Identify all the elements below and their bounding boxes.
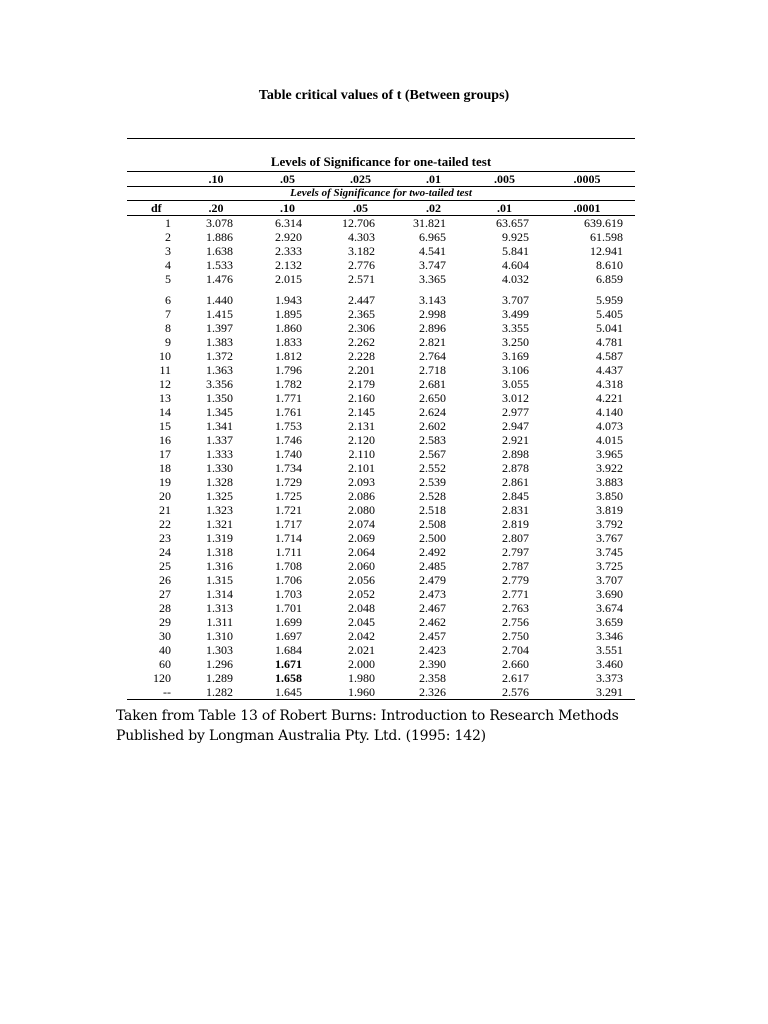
critical-value-cell: 1.721 <box>275 503 302 517</box>
critical-value-cell: 1.980 <box>348 671 375 685</box>
critical-value-cell: 3.250 <box>502 335 529 349</box>
critical-value-cell: 2.576 <box>470 685 539 700</box>
critical-value-cell: 1.372 <box>206 349 233 363</box>
df-value: 13 <box>159 391 171 405</box>
one-tailed-level: .005 <box>470 172 539 187</box>
df-value: 10 <box>159 349 171 363</box>
df-value: 21 <box>159 503 171 517</box>
df-value: 60 <box>159 657 171 671</box>
critical-value-cell: 4.587 <box>596 349 623 363</box>
critical-value-cell: 3.499 <box>502 307 529 321</box>
critical-value-cell: 1.895 <box>275 307 302 321</box>
one-tailed-level: .10 <box>181 172 251 187</box>
critical-value-cell: 1.303 <box>206 643 233 657</box>
critical-value-cell: 5.841 <box>502 244 529 258</box>
critical-value-cell: 2.787 <box>502 559 529 573</box>
critical-value-cell: 2.000 <box>348 657 375 671</box>
critical-value-cell: 2.228 <box>348 349 375 363</box>
t-table-container <box>127 138 635 700</box>
critical-value-cell: 2.390 <box>419 657 446 671</box>
critical-value-cell: 4.318 <box>596 377 623 391</box>
critical-value-cell: 1.310 <box>206 629 233 643</box>
critical-value-cell: 2.861 <box>502 475 529 489</box>
critical-value-cell: 1.341 <box>206 419 233 433</box>
two-tailed-title-row <box>127 187 635 201</box>
table-row <box>127 545 635 559</box>
critical-value-cell: 2.473 <box>419 587 446 601</box>
critical-value-cell: 2.423 <box>419 643 446 657</box>
df-value: 28 <box>159 601 171 615</box>
critical-values-table <box>127 171 635 700</box>
critical-value-cell: 2.921 <box>502 433 529 447</box>
critical-value-cell: 2.977 <box>502 405 529 419</box>
critical-value-cell: 1.701 <box>275 601 302 615</box>
critical-value-cell: 3.373 <box>596 671 623 685</box>
table-row <box>127 363 635 377</box>
critical-value-cell: 1.328 <box>206 475 233 489</box>
critical-value-cell: 2.485 <box>419 559 446 573</box>
critical-value-cell: 6.859 <box>596 272 623 286</box>
critical-value-cell: 2.479 <box>419 573 446 587</box>
table-row <box>127 643 635 657</box>
critical-value-cell: 3.883 <box>596 475 623 489</box>
critical-value-cell: 3.745 <box>596 545 623 559</box>
critical-value-cell: 2.567 <box>419 447 446 461</box>
table-row <box>127 573 635 587</box>
critical-value-cell: 2.326 <box>397 685 470 700</box>
df-value: 20 <box>159 489 171 503</box>
top-rule <box>127 138 635 139</box>
critical-value-cell: 1.833 <box>275 335 302 349</box>
critical-value-cell: 4.140 <box>596 405 623 419</box>
critical-value-cell: 1.717 <box>275 517 302 531</box>
critical-value-cell: 1.325 <box>206 489 233 503</box>
critical-value-cell: 3.922 <box>596 461 623 475</box>
critical-value-cell: 2.750 <box>502 629 529 643</box>
critical-value-cell: 1.318 <box>206 545 233 559</box>
critical-value-cell: 1.697 <box>275 629 302 643</box>
critical-value-cell: 4.221 <box>596 391 623 405</box>
one-tailed-level: .05 <box>251 172 324 187</box>
critical-value-cell: 2.048 <box>348 601 375 615</box>
one-tailed-header-row <box>127 172 635 187</box>
critical-value-cell: 1.415 <box>206 307 233 321</box>
critical-value-cell: 1.383 <box>206 335 233 349</box>
table-row <box>127 517 635 531</box>
critical-value-cell: 2.704 <box>502 643 529 657</box>
critical-value-cell: 2.571 <box>348 272 375 286</box>
table-row <box>127 244 635 258</box>
critical-value-cell: 1.699 <box>275 615 302 629</box>
critical-value-cell: 2.080 <box>348 503 375 517</box>
critical-value-cell: 1.296 <box>206 657 233 671</box>
df-value: 40 <box>159 643 171 657</box>
critical-value-cell: 1.740 <box>275 447 302 461</box>
critical-value-cell: 2.681 <box>419 377 446 391</box>
critical-value-cell: 2.042 <box>348 629 375 643</box>
critical-value-cell: 2.756 <box>502 615 529 629</box>
critical-value-cell: 2.539 <box>419 475 446 489</box>
table-row <box>127 258 635 272</box>
critical-value-cell: 8.610 <box>596 258 623 272</box>
critical-value-cell: 2.467 <box>419 601 446 615</box>
critical-value-cell: 2.920 <box>275 230 302 244</box>
table-row <box>127 475 635 489</box>
critical-value-cell: 4.541 <box>419 244 446 258</box>
df-value: 9 <box>165 335 171 349</box>
critical-value-cell: 1.645 <box>251 685 324 700</box>
critical-value-cell: 2.845 <box>502 489 529 503</box>
critical-value-cell: 2.617 <box>502 671 529 685</box>
critical-value-cell: 2.160 <box>348 391 375 405</box>
critical-value-cell: 2.998 <box>419 307 446 321</box>
critical-value-cell: 1.315 <box>206 573 233 587</box>
df-value: 15 <box>159 419 171 433</box>
two-tailed-level: .20 <box>181 201 251 216</box>
critical-value-cell: 2.528 <box>419 489 446 503</box>
critical-value-cell: 3.725 <box>596 559 623 573</box>
table-row <box>127 601 635 615</box>
critical-value-cell: 3.659 <box>596 615 623 629</box>
critical-value-cell: 1.753 <box>275 419 302 433</box>
source-note: Taken from Table 13 of Robert Burns: Introduction to Research Methods Published by Longman Australia Pty. Ltd. (1995: 142) <box>116 708 619 744</box>
critical-value-cell: 1.729 <box>275 475 302 489</box>
critical-value-cell: 2.776 <box>348 258 375 272</box>
critical-value-cell: 2.518 <box>419 503 446 517</box>
critical-value-cell: 2.131 <box>348 419 375 433</box>
critical-value-cell: 3.106 <box>502 363 529 377</box>
critical-value-cell: 3.291 <box>539 685 635 700</box>
critical-value-cell: 1.350 <box>206 391 233 405</box>
critical-value-cell: 1.440 <box>206 293 233 307</box>
critical-value-cell: 2.624 <box>419 405 446 419</box>
table-row <box>127 391 635 405</box>
critical-value-cell: 4.015 <box>596 433 623 447</box>
critical-value-cell: 3.767 <box>596 531 623 545</box>
critical-value-cell: 1.684 <box>275 643 302 657</box>
two-tailed-header-row <box>127 201 635 216</box>
table-row <box>127 615 635 629</box>
df-value: 16 <box>159 433 171 447</box>
critical-value-cell: 2.069 <box>348 531 375 545</box>
df-value: 17 <box>159 447 171 461</box>
critical-value-cell: 1.886 <box>206 230 233 244</box>
table-row <box>127 685 635 700</box>
critical-value-cell: 6.314 <box>275 216 302 230</box>
two-tailed-level: .02 <box>397 201 470 216</box>
table-row <box>127 286 635 307</box>
critical-value-cell: 3.078 <box>206 216 233 230</box>
critical-value-cell: 2.462 <box>419 615 446 629</box>
critical-value-cell: 1.333 <box>206 447 233 461</box>
critical-value-cell: 2.807 <box>502 531 529 545</box>
critical-value-cell: 2.500 <box>419 531 446 545</box>
table-row <box>127 349 635 363</box>
table-row <box>127 531 635 545</box>
critical-value-cell: 2.262 <box>348 335 375 349</box>
critical-value-cell: 1.761 <box>275 405 302 419</box>
critical-value-cell: 1.703 <box>275 587 302 601</box>
df-value: 7 <box>165 307 171 321</box>
table-row <box>127 587 635 601</box>
critical-value-cell: 2.552 <box>419 461 446 475</box>
critical-value-cell: 2.101 <box>348 461 375 475</box>
critical-value-cell: 2.015 <box>275 272 302 286</box>
one-tailed-header-blank <box>127 172 181 187</box>
df-value: 25 <box>159 559 171 573</box>
critical-value-cell: 3.460 <box>596 657 623 671</box>
critical-value-cell: 2.650 <box>419 391 446 405</box>
critical-value-cell: 2.064 <box>348 545 375 559</box>
df-value: 30 <box>159 629 171 643</box>
critical-value-cell: 2.821 <box>419 335 446 349</box>
df-value: 22 <box>159 517 171 531</box>
critical-value-cell: 3.819 <box>596 503 623 517</box>
critical-value-cell: 3.055 <box>502 377 529 391</box>
critical-value-cell: 3.707 <box>596 573 623 587</box>
critical-value-cell: 3.674 <box>596 601 623 615</box>
critical-value-cell: 2.045 <box>348 615 375 629</box>
critical-value-cell: 1.319 <box>206 531 233 545</box>
critical-value-cell: 2.797 <box>502 545 529 559</box>
table-row <box>127 230 635 244</box>
df-value: 27 <box>159 587 171 601</box>
df-value: 23 <box>159 531 171 545</box>
critical-value-cell: 2.056 <box>348 573 375 587</box>
table-row <box>127 321 635 335</box>
critical-value-cell: 1.771 <box>275 391 302 405</box>
critical-value-cell: 2.878 <box>502 461 529 475</box>
critical-value-cell: 3.143 <box>419 293 446 307</box>
df-value: 8 <box>165 321 171 335</box>
critical-value-cell: 3.356 <box>206 377 233 391</box>
critical-value-cell: 3.551 <box>596 643 623 657</box>
table-row <box>127 377 635 391</box>
critical-value-cell: 1.337 <box>206 433 233 447</box>
df-value: 19 <box>159 475 171 489</box>
critical-value-cell: 1.746 <box>275 433 302 447</box>
table-row <box>127 671 635 685</box>
critical-value-cell: 4.303 <box>348 230 375 244</box>
critical-value-cell: 1.714 <box>275 531 302 545</box>
critical-value-cell: 2.831 <box>502 503 529 517</box>
critical-value-cell: 639.619 <box>584 216 623 230</box>
critical-value-cell: 1.734 <box>275 461 302 475</box>
two-tailed-title: Levels of Significance for two-tailed test <box>290 187 472 199</box>
critical-value-cell: 4.032 <box>502 272 529 286</box>
table-row <box>127 335 635 349</box>
critical-value-cell: 1.658 <box>275 671 302 685</box>
table-row <box>127 489 635 503</box>
table-row <box>127 447 635 461</box>
critical-value-cell: 2.093 <box>348 475 375 489</box>
critical-value-cell: 2.333 <box>275 244 302 258</box>
df-value: 12 <box>159 377 171 391</box>
table-row <box>127 272 635 286</box>
critical-value-cell: 31.821 <box>413 216 446 230</box>
critical-value-cell: 1.363 <box>206 363 233 377</box>
critical-value-cell: 2.457 <box>419 629 446 643</box>
critical-value-cell: 3.012 <box>502 391 529 405</box>
critical-value-cell: 1.476 <box>206 272 233 286</box>
critical-value-cell: 2.447 <box>348 293 375 307</box>
critical-value-cell: 3.850 <box>596 489 623 503</box>
critical-value-cell: 3.346 <box>596 629 623 643</box>
critical-value-cell: 2.898 <box>502 447 529 461</box>
critical-value-cell: 1.812 <box>275 349 302 363</box>
table-row <box>127 503 635 517</box>
df-value: 29 <box>159 615 171 629</box>
df-value: 24 <box>159 545 171 559</box>
critical-value-cell: 2.763 <box>502 601 529 615</box>
critical-value-cell: 4.437 <box>596 363 623 377</box>
df-value: 4 <box>165 258 171 272</box>
df-value: 2 <box>165 230 171 244</box>
critical-value-cell: 1.671 <box>275 657 302 671</box>
df-value: 5 <box>165 272 171 286</box>
table-row <box>127 433 635 447</box>
critical-value-cell: 1.321 <box>206 517 233 531</box>
critical-value-cell: 1.943 <box>275 293 302 307</box>
critical-value-cell: 1.782 <box>275 377 302 391</box>
critical-value-cell: 3.707 <box>502 293 529 307</box>
critical-value-cell: 2.583 <box>419 433 446 447</box>
df-value: 18 <box>159 461 171 475</box>
df-value: 6 <box>165 293 171 307</box>
critical-value-cell: 1.860 <box>275 321 302 335</box>
critical-value-cell: 61.598 <box>590 230 623 244</box>
critical-value-cell: 4.781 <box>596 335 623 349</box>
critical-value-cell: 2.060 <box>348 559 375 573</box>
two-tailed-level: .05 <box>324 201 397 216</box>
critical-value-cell: 3.355 <box>502 321 529 335</box>
critical-value-cell: 4.073 <box>596 419 623 433</box>
critical-value-cell: 2.896 <box>419 321 446 335</box>
table-body <box>127 216 635 700</box>
critical-value-cell: 1.289 <box>206 671 233 685</box>
critical-value-cell: 2.358 <box>419 671 446 685</box>
critical-value-cell: 2.779 <box>502 573 529 587</box>
df-value: 120 <box>153 671 171 685</box>
df-value: -- <box>127 685 181 700</box>
critical-value-cell: 1.397 <box>206 321 233 335</box>
critical-value-cell: 4.604 <box>502 258 529 272</box>
critical-value-cell: 2.132 <box>275 258 302 272</box>
critical-value-cell: 2.819 <box>502 517 529 531</box>
table-row <box>127 419 635 433</box>
critical-value-cell: 3.169 <box>502 349 529 363</box>
critical-value-cell: 1.960 <box>324 685 397 700</box>
critical-value-cell: 2.110 <box>348 447 375 461</box>
table-row <box>127 657 635 671</box>
critical-value-cell: 3.365 <box>419 272 446 286</box>
critical-value-cell: 2.764 <box>419 349 446 363</box>
critical-value-cell: 1.345 <box>206 405 233 419</box>
one-tailed-level: .025 <box>324 172 397 187</box>
critical-value-cell: 1.796 <box>275 363 302 377</box>
df-value: 26 <box>159 573 171 587</box>
critical-value-cell: 12.941 <box>590 244 623 258</box>
one-tailed-level: .01 <box>397 172 470 187</box>
critical-value-cell: 3.965 <box>596 447 623 461</box>
critical-value-cell: 1.725 <box>275 489 302 503</box>
critical-value-cell: 3.747 <box>419 258 446 272</box>
critical-value-cell: 1.323 <box>206 503 233 517</box>
critical-value-cell: 1.314 <box>206 587 233 601</box>
critical-value-cell: 2.492 <box>419 545 446 559</box>
critical-value-cell: 1.316 <box>206 559 233 573</box>
critical-value-cell: 2.365 <box>348 307 375 321</box>
critical-value-cell: 9.925 <box>502 230 529 244</box>
critical-value-cell: 1.282 <box>181 685 251 700</box>
critical-value-cell: 2.947 <box>502 419 529 433</box>
critical-value-cell: 2.179 <box>348 377 375 391</box>
table-row <box>127 559 635 573</box>
critical-value-cell: 2.120 <box>348 433 375 447</box>
critical-value-cell: 2.052 <box>348 587 375 601</box>
critical-value-cell: 2.771 <box>502 587 529 601</box>
critical-value-cell: 5.959 <box>596 293 623 307</box>
table-row <box>127 216 635 231</box>
critical-value-cell: 3.690 <box>596 587 623 601</box>
critical-value-cell: 2.074 <box>348 517 375 531</box>
df-value: 14 <box>159 405 171 419</box>
one-tailed-title: Levels of Significance for one-tailed test <box>270 154 492 169</box>
df-value: 1 <box>165 216 171 230</box>
critical-value-cell: 2.021 <box>348 643 375 657</box>
one-tailed-level: .0005 <box>539 172 635 187</box>
critical-value-cell: 2.201 <box>348 363 375 377</box>
critical-value-cell: 1.711 <box>275 545 302 559</box>
critical-value-cell: 2.145 <box>348 405 375 419</box>
critical-value-cell: 1.638 <box>206 244 233 258</box>
critical-value-cell: 2.718 <box>419 363 446 377</box>
critical-value-cell: 2.602 <box>419 419 446 433</box>
critical-value-cell: 3.792 <box>596 517 623 531</box>
critical-value-cell: 1.708 <box>275 559 302 573</box>
two-tailed-level: .01 <box>470 201 539 216</box>
two-tailed-level: .0001 <box>539 201 635 216</box>
critical-value-cell: 5.041 <box>596 321 623 335</box>
table-row <box>127 405 635 419</box>
table-row <box>127 307 635 321</box>
critical-value-cell: 2.660 <box>502 657 529 671</box>
df-value: 11 <box>159 363 171 377</box>
critical-value-cell: 2.086 <box>348 489 375 503</box>
critical-value-cell: 2.306 <box>348 321 375 335</box>
critical-value-cell: 1.533 <box>206 258 233 272</box>
critical-value-cell: 1.311 <box>206 615 233 629</box>
page-title: Table critical values of t (Between groups) <box>258 88 510 103</box>
table-row <box>127 629 635 643</box>
critical-value-cell: 1.706 <box>275 573 302 587</box>
table-row <box>127 461 635 475</box>
critical-value-cell: 5.405 <box>596 307 623 321</box>
df-value: 3 <box>165 244 171 258</box>
critical-value-cell: 1.313 <box>206 601 233 615</box>
critical-value-cell: 12.706 <box>342 216 375 230</box>
critical-value-cell: 1.330 <box>206 461 233 475</box>
two-tailed-level: .10 <box>251 201 324 216</box>
critical-value-cell: 63.657 <box>496 216 529 230</box>
df-header: df <box>127 201 181 216</box>
critical-value-cell: 2.508 <box>419 517 446 531</box>
critical-value-cell: 3.182 <box>348 244 375 258</box>
critical-value-cell: 6.965 <box>419 230 446 244</box>
